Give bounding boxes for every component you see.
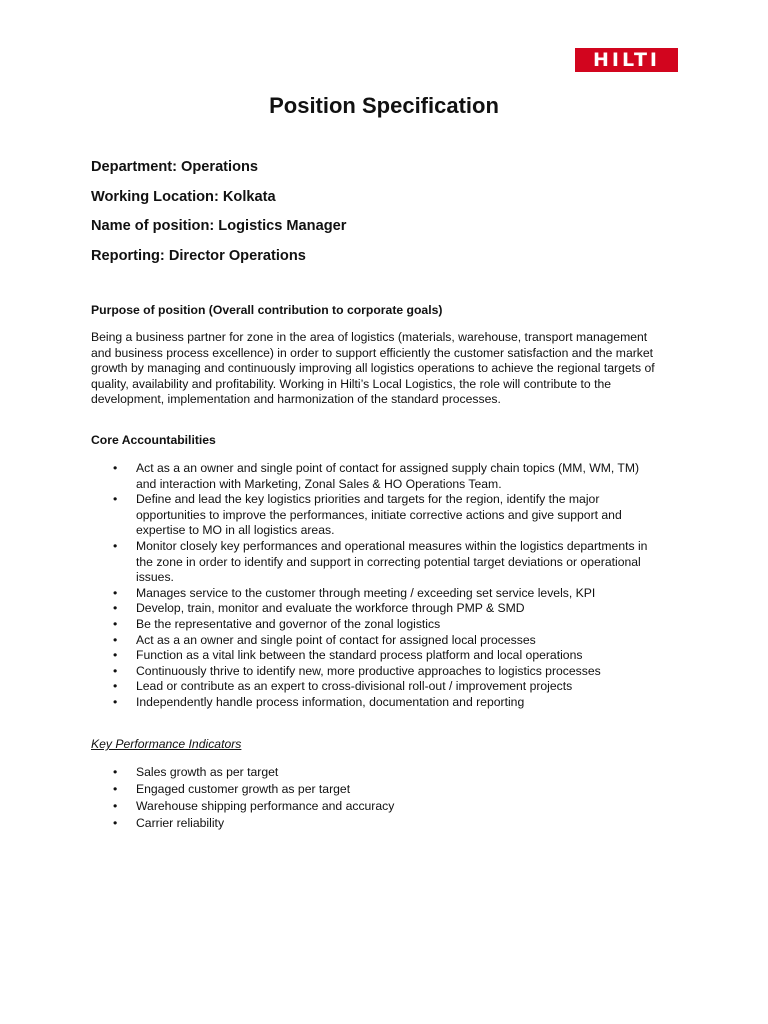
list-item: • Carrier reliability bbox=[91, 815, 651, 832]
position-field: Name of position: Logistics Manager bbox=[91, 218, 347, 234]
core-accountabilities-list bbox=[91, 461, 651, 711]
list-item: • Act as a an owner and single point of contact for assigned local processes bbox=[91, 633, 651, 649]
list-item: • Lead or contribute as an expert to cross-divisional roll-out / improvement projects bbox=[91, 679, 651, 695]
hilti-logo bbox=[575, 48, 678, 72]
list-item: • Continuously thrive to identify new, more productive approaches to logistics processes bbox=[91, 664, 651, 680]
reporting-field: Reporting: Director Operations bbox=[91, 248, 306, 264]
list-item: • Manages service to the customer through meeting / exceeding set service levels, KPI bbox=[91, 586, 651, 602]
list-item: • Be the representative and governor of the zonal logistics bbox=[91, 617, 651, 633]
list-item: • Warehouse shipping performance and accuracy bbox=[91, 798, 651, 815]
kpi-heading: Key Performance Indicators bbox=[91, 737, 242, 751]
department-field: Department: Operations bbox=[91, 159, 259, 175]
list-item: • Act as a an owner and single point of contact for assigned supply chain topics (MM, WM, TM) and interaction with Marketing, Zonal Sales & HO Operations Team. bbox=[91, 461, 651, 492]
list-item: • Engaged customer growth as per target bbox=[91, 781, 651, 798]
location-field: Working Location: Kolkata bbox=[91, 189, 276, 205]
list-item: • Develop, train, monitor and evaluate the workforce through PMP & SMD bbox=[91, 601, 651, 617]
logo-text: HILTI bbox=[593, 48, 660, 71]
page-title: Position Specification bbox=[269, 93, 499, 118]
list-item: • Sales growth as per target bbox=[91, 764, 651, 781]
list-item: • Function as a vital link between the standard process platform and local operations bbox=[91, 648, 651, 664]
purpose-heading: Purpose of position (Overall contribution to corporate goals) bbox=[91, 303, 443, 317]
list-item: • Independently handle process information, documentation and reporting bbox=[91, 695, 651, 711]
list-item: • Monitor closely key performances and operational measures within the logistics departments in the zone in order to identify and support in correcting potential target deviations or operational issues. bbox=[91, 539, 651, 586]
core-accountabilities-heading: Core Accountabilities bbox=[91, 433, 216, 447]
kpi-list bbox=[91, 764, 651, 832]
purpose-paragraph: Being a business partner for zone in the area of logistics (materials, warehouse, transport management and business process excellence) in order to support efficiently the customer satisfaction and the market growth by managing and continuously improving all logistics operations to achieve the regional targets of quality, availability and profitability. Working in Hilti’s Local Logistics, the role will contribute to the development, implementation and harmonization of the standard processes. bbox=[91, 330, 655, 407]
list-item: • Define and lead the key logistics priorities and targets for the region, identify the major opportunities to improve the performances, initiate corrective actions and give support and expertise to MO in all logistics areas. bbox=[91, 492, 651, 539]
